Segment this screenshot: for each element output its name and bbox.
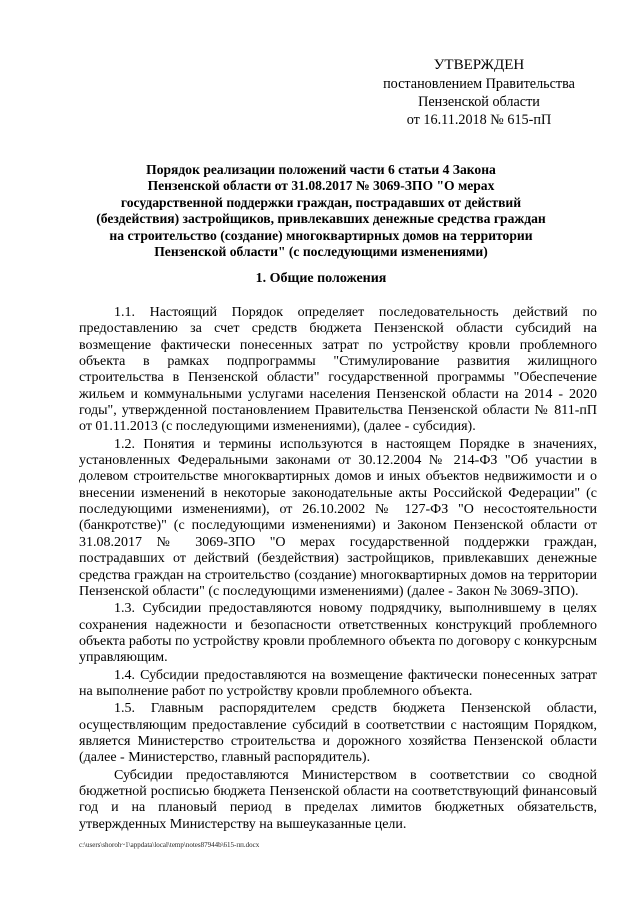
paragraph-1-1: 1.1. Настоящий Порядок определяет последовательность действий по предоставлению за счет средств бюджета Пензенской области субсидий на возмещение фактически понесенных затрат по устройству кровли проблемного объекта в рамках подпрограммы "Стимулирование развития жилищного строительства в Пензенской области" государственной программы "Обеспечение жильем и коммунальными услугами населения Пензенской области на 2014 - 2020 годы", утвержденной постановлением Правительства Пензенской области № 811-пП от 01.11.2013 (с последующими изменениями), (далее - субсидия). xyxy=(79,305,597,435)
title-line: Порядок реализации положений части 6 статьи 4 Закона xyxy=(146,162,496,177)
approval-line: Пензенской области xyxy=(418,94,540,110)
paragraph-1-3: 1.3. Субсидии предоставляются новому подрядчику, выполнившему в целях сохранения надежности и безопасности ответственных конструкций проблемного объекта работы по устройству кровли проблемного объекта по договору с конкурсным управляющим. xyxy=(79,601,597,666)
paragraph-1-5: 1.5. Главным распорядителем средств бюджета Пензенской области, осуществляющим предоставление субсидий в соответствии с настоящим Порядком, является Министерство строительства и дорожного хозяйства Пензенской области (далее - Министерство, главный распорядитель). xyxy=(79,701,597,766)
approval-line: постановлением Правительства xyxy=(383,76,575,92)
title-line: на строительство (создание) многоквартирных домов на территории xyxy=(109,227,533,243)
approval-stamp xyxy=(380,56,578,129)
paragraph-1-4: 1.4. Субсидии предоставляются на возмещение фактически понесенных затрат на выполнение работ по устройству кровли проблемного объекта. xyxy=(79,667,597,699)
document-title xyxy=(78,162,564,260)
approval-date-number: от 16.11.2018 № 615-пП xyxy=(406,112,552,128)
paragraph-1-2: 1.2. Понятия и термины используются в настоящем Порядке в значениях, установленных Федеральными законами от 30.12.2004 № 214-ФЗ "Об участии в долевом строительстве многоквартирных домов и иных объектов недвижимости и о внесении изменений в некоторые законодательные акты Российской Федерации" (с последующими изменениями), от 26.10.2002 № 127-ФЗ "О несостоятельности (банкротстве)" (с последующими изменениями) и Законом Пензенской области от 31.08.2017 № 3069-ЗПО "О мерах государственной поддержки граждан, пострадавших от действий (бездействия) застройщиков, привлекавших денежные средства граждан на строительство (создание) многоквартирных домов на территории Пензенской области" (с последующими изменениями) (далее - Закон № 3069-ЗПО). xyxy=(79,436,597,599)
title-line: (бездействия) застройщиков, привлекавших денежные средства граждан xyxy=(96,211,546,227)
document-body xyxy=(79,305,597,834)
approval-heading: УТВЕРЖДЕН xyxy=(433,57,525,73)
title-line: Пензенской области от 31.08.2017 № 3069-ЗПО "О мерах xyxy=(147,178,495,194)
title-line: Пензенской области" (с последующими изменениями) xyxy=(154,244,488,260)
file-path-footer: c:\users\shoroh~1\appdata\local\temp\notes87944b\615-пп.docx xyxy=(79,841,260,849)
title-line: государственной поддержки граждан, пострадавших от действий xyxy=(120,194,522,210)
section-heading: 1. Общие положения xyxy=(255,271,387,286)
paragraph-1-5-continued: Субсидии предоставляются Министерством в соответствии со сводной бюджетной росписью бюджета Пензенской области на соответствующий финансовый год и на плановый период в пределах лимитов бюджетных обязательств, утвержденных Министерству на вышеуказанные цели. xyxy=(79,767,597,832)
